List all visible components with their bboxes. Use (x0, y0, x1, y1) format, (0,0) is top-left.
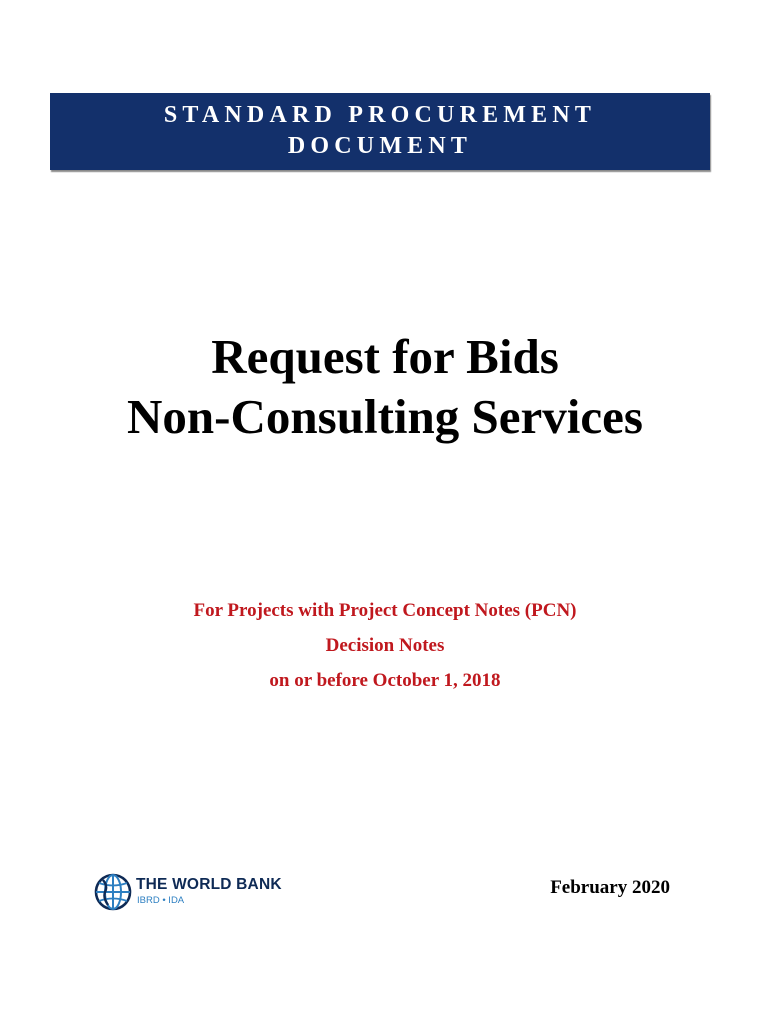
document-date: February 2020 (550, 877, 670, 898)
world-bank-logo (93, 872, 313, 914)
banner-line-1: STANDARD PROCUREMENT (163, 102, 597, 128)
world-bank-logo-name: THE WORLD BANK (136, 876, 282, 893)
document-title (0, 327, 770, 447)
banner-line-2: DOCUMENT (287, 133, 473, 159)
title-line-1: Request for Bids (211, 329, 559, 384)
title-line-2: Non-Consulting Services (127, 389, 643, 444)
world-bank-globe-icon (93, 872, 133, 912)
document-subtitle (0, 593, 770, 698)
world-bank-logo-sub: IBRD • IDA (137, 895, 185, 906)
standard-procurement-banner (50, 93, 710, 170)
subtitle-line-1: For Projects with Project Concept Notes (PCN) (193, 600, 577, 621)
subtitle-line-2: Decision Notes (325, 635, 445, 656)
subtitle-line-3: on or before October 1, 2018 (269, 670, 501, 691)
